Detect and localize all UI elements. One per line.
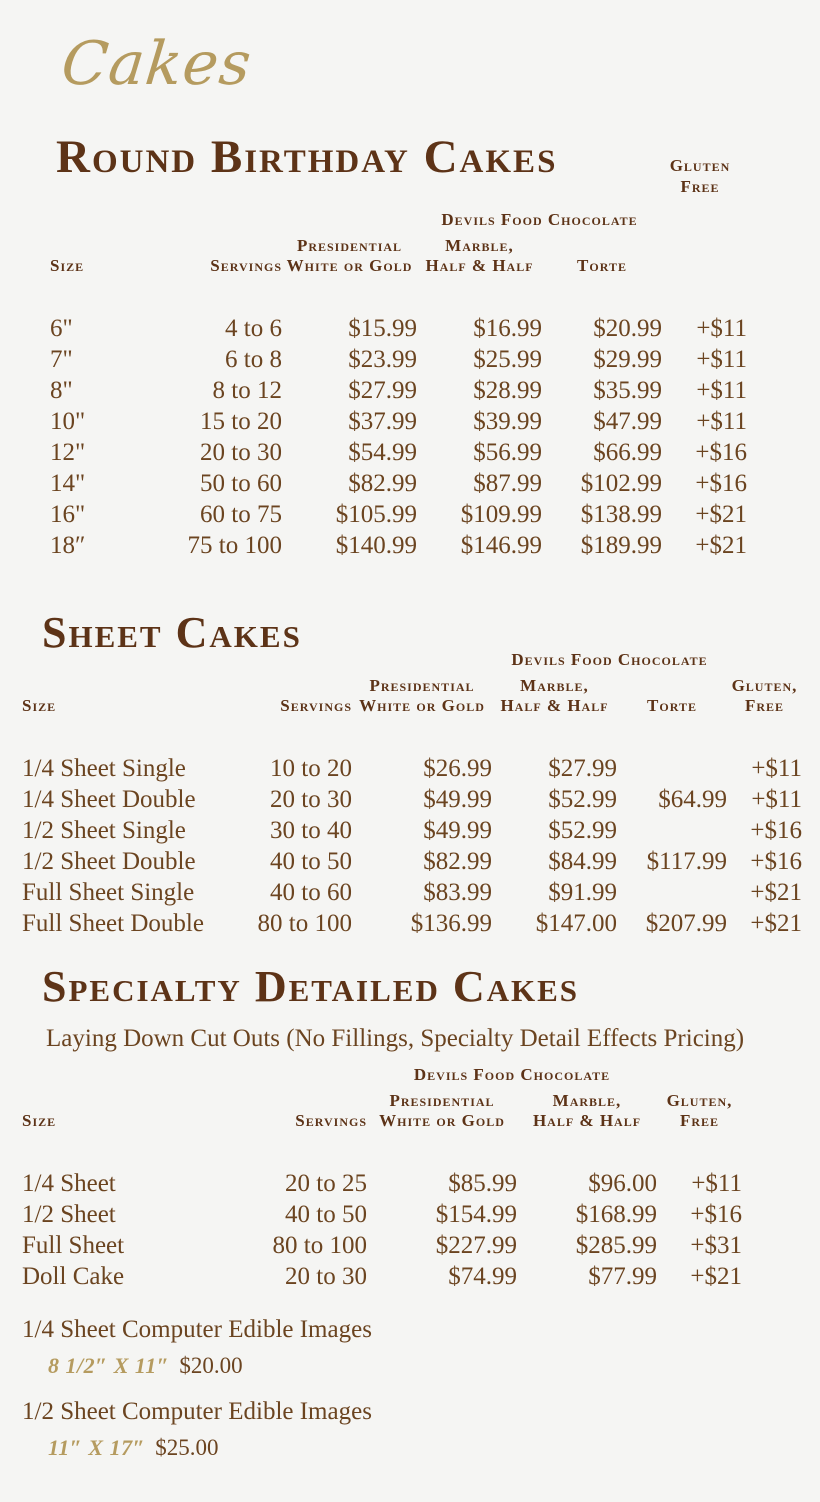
edible-images-item (22, 1395, 372, 1463)
round-birthday-cakes-table-body (50, 282, 747, 561)
cell-presidential: $27.99 (348, 377, 417, 405)
spacer-cell (162, 210, 282, 236)
column-header-presidential-line2: White or Gold (286, 256, 413, 276)
table-row (50, 468, 747, 499)
cell-torte: $189.99 (580, 532, 662, 560)
table-header-row (22, 676, 802, 722)
column-header-presidential (352, 676, 492, 722)
column-header-presidential-line2: White or Gold (359, 696, 485, 716)
cell-size: 14" (50, 470, 86, 498)
table-header-row (50, 236, 747, 282)
cell-torte: $35.99 (593, 377, 662, 405)
edible-images-item (22, 1313, 372, 1381)
gluten-free-note-line1: Gluten (669, 156, 731, 175)
column-header-torte: Torte (577, 256, 627, 276)
table-row (22, 908, 802, 939)
cell-servings: 30 to 40 (270, 817, 352, 845)
column-header-servings: Servings (210, 256, 282, 276)
cell-gluten_free: +$16 (750, 817, 802, 845)
cell-gluten_free: +$11 (751, 786, 802, 814)
column-header-size: Size (22, 696, 57, 716)
cell-presidential: $49.99 (423, 817, 492, 845)
table-row (50, 344, 747, 375)
table-spacer-row (22, 722, 802, 753)
column-header-marble-line1: Marble, (552, 1091, 622, 1111)
spacer-cell (162, 282, 282, 313)
cell-marble: $28.99 (473, 377, 542, 405)
spacer-cell (662, 210, 747, 236)
spacer-cell (282, 210, 417, 236)
column-header-marble-line1: Marble, (445, 236, 514, 256)
cell-size: Full Sheet Single (22, 879, 195, 907)
cell-servings: 40 to 60 (270, 879, 352, 907)
column-header-gluten-line1: Gluten, (666, 1091, 733, 1111)
cell-marble: $52.99 (548, 786, 617, 814)
table-spacer-row (50, 282, 747, 313)
edible-images-detail (48, 1433, 372, 1463)
cell-servings: 20 to 30 (270, 786, 352, 814)
sheet-cakes-table-body (22, 722, 802, 939)
cell-torte: $29.99 (593, 346, 662, 374)
cell-presidential: $82.99 (423, 848, 492, 876)
column-header-marble-half-and-half (417, 236, 542, 282)
spacer-cell (237, 722, 352, 753)
cell-presidential: $82.99 (348, 470, 417, 498)
spacer-cell (352, 722, 492, 753)
page-title: Cakes (58, 29, 256, 99)
cell-servings: 40 to 50 (270, 848, 352, 876)
cell-size: 10" (50, 408, 86, 436)
cell-gluten_free: +$11 (696, 315, 747, 343)
cell-marble: $96.00 (588, 1170, 657, 1198)
edible-images-title: 1/4 Sheet Computer Edible Images (22, 1316, 372, 1343)
cell-torte (617, 877, 727, 908)
cell-size: Full Sheet (22, 1232, 125, 1260)
cell-gluten_free: +$16 (750, 848, 802, 876)
table-row (22, 877, 802, 908)
table-row (22, 846, 802, 877)
cell-torte: $138.99 (580, 501, 662, 529)
section-heading-specialty-detailed-cakes: Specialty Detailed Cakes (42, 962, 580, 1011)
table-spacer-row (22, 1137, 742, 1168)
cell-size: Full Sheet Double (22, 910, 204, 938)
table-row (22, 1230, 742, 1261)
gluten-free-note (650, 155, 750, 198)
spacer-cell (727, 722, 802, 753)
spacer-cell (237, 1137, 367, 1168)
cell-presidential: $105.99 (335, 501, 417, 529)
spacer-cell (727, 650, 802, 676)
gluten-free-note-line2: Free (680, 177, 720, 197)
column-header-size: Size (22, 1111, 57, 1131)
cell-presidential: $37.99 (348, 408, 417, 436)
edible-images-price: $20.00 (179, 1352, 243, 1378)
spacer-cell (617, 722, 727, 753)
cell-servings: 20 to 25 (285, 1170, 367, 1198)
cell-torte: $66.99 (593, 439, 662, 467)
table-row (50, 499, 747, 530)
cell-marble: $84.99 (548, 848, 617, 876)
cell-gluten_free: +$21 (750, 910, 802, 938)
specialty-detailed-cakes-table-body (22, 1137, 742, 1292)
spacer-cell (492, 722, 617, 753)
column-header-presidential-line1: Presidential (389, 1091, 495, 1111)
spacer-cell (662, 282, 747, 313)
cell-size: 1/2 Sheet Double (22, 848, 196, 876)
group-header-devils-food-chocolate: Devils Food Chocolate (511, 650, 708, 669)
cell-gluten_free: +$21 (690, 1263, 742, 1291)
cell-marble: $56.99 (473, 439, 542, 467)
column-header-marble-line2: Half & Half (425, 256, 534, 276)
spacer-cell (22, 650, 237, 676)
spacer-cell (50, 210, 162, 236)
table-row (22, 1261, 742, 1292)
edible-images-price: $25.00 (155, 1434, 219, 1460)
spacer-cell (22, 722, 237, 753)
cell-presidential: $26.99 (423, 755, 492, 783)
cell-presidential: $154.99 (435, 1201, 517, 1229)
column-header-gluten-free (657, 1091, 742, 1137)
column-header-gluten-free (727, 676, 802, 722)
group-header-devils-food-chocolate: Devils Food Chocolate (441, 210, 638, 229)
table-row (22, 1168, 742, 1199)
cell-gluten_free: +$16 (690, 1201, 742, 1229)
column-header-marble-half-and-half (517, 1091, 657, 1137)
spacer-cell (237, 1065, 367, 1091)
edible-images-title: 1/2 Sheet Computer Edible Images (22, 1398, 372, 1425)
cell-presidential: $83.99 (423, 879, 492, 907)
cell-torte (617, 815, 727, 846)
cell-gluten_free: +$11 (696, 346, 747, 374)
cell-size: 6" (50, 315, 73, 343)
column-header-gluten-line2: Free (744, 696, 785, 716)
cell-size: 8" (50, 377, 73, 405)
cell-size: 12" (50, 439, 86, 467)
spacer-cell (352, 650, 492, 676)
cell-presidential: $85.99 (448, 1170, 517, 1198)
column-header-torte: Torte (647, 696, 697, 716)
cell-torte: $47.99 (593, 408, 662, 436)
column-header-presidential (367, 1091, 517, 1137)
spacer-cell (22, 1065, 237, 1091)
cell-gluten_free: +$21 (750, 879, 802, 907)
cell-servings: 20 to 30 (285, 1263, 367, 1291)
specialty-subtitle: Laying Down Cut Outs (No Fillings, Specialty Detail Effects Pricing) (46, 1025, 745, 1052)
table-group-header-row (50, 210, 747, 236)
section-heading-round-birthday-cakes: Round Birthday Cakes (56, 131, 558, 183)
cell-marble: $146.99 (460, 532, 542, 560)
table-row (50, 406, 747, 437)
cell-marble: $27.99 (548, 755, 617, 783)
cell-size: 1/4 Sheet Single (22, 755, 186, 783)
spacer-cell (542, 282, 662, 313)
cell-size: 1/4 Sheet (22, 1170, 116, 1198)
table-row (50, 530, 747, 561)
spacer-cell (657, 1137, 742, 1168)
cell-servings: 20 to 30 (200, 439, 282, 467)
column-header-marble-line1: Marble, (520, 676, 589, 696)
column-header-gluten-line1: Gluten, (731, 676, 798, 696)
spacer-cell (50, 282, 162, 313)
cell-marble: $147.00 (535, 910, 617, 938)
spacer-cell (417, 282, 542, 313)
cell-servings: 60 to 75 (200, 501, 282, 529)
cell-gluten_free: +$16 (695, 470, 747, 498)
cell-marble: $109.99 (460, 501, 542, 529)
spacer-cell (367, 1137, 517, 1168)
column-header-gluten-line2: Free (679, 1111, 720, 1131)
cell-marble: $87.99 (473, 470, 542, 498)
cell-servings: 15 to 20 (200, 408, 282, 436)
cell-presidential: $54.99 (348, 439, 417, 467)
cell-gluten_free: +$21 (695, 501, 747, 529)
cell-presidential: $23.99 (348, 346, 417, 374)
table-row (22, 1199, 742, 1230)
column-header-servings: Servings (280, 696, 352, 716)
cell-gluten_free: +$11 (751, 755, 802, 783)
section-heading-sheet-cakes: Sheet Cakes (42, 608, 302, 657)
table-row (22, 784, 802, 815)
cell-marble: $91.99 (548, 879, 617, 907)
cell-presidential: $140.99 (335, 532, 417, 560)
cell-size: 18″ (50, 532, 86, 560)
spacer-cell (237, 650, 352, 676)
column-header-marble-half-and-half (492, 676, 617, 722)
cell-torte: $117.99 (646, 848, 727, 876)
cell-torte (617, 753, 727, 784)
sheet-cakes-table (22, 650, 802, 939)
table-group-header-row (22, 650, 802, 676)
cell-servings: 6 to 8 (225, 346, 282, 374)
cell-servings: 80 to 100 (257, 910, 352, 938)
cell-marble: $168.99 (575, 1201, 657, 1229)
cell-presidential: $227.99 (435, 1232, 517, 1260)
cell-size: 7" (50, 346, 73, 374)
cell-servings: 10 to 20 (270, 755, 352, 783)
edible-images-dimensions: 8 1/2″ X 11″ (48, 1352, 170, 1378)
table-row (50, 375, 747, 406)
column-header-presidential-line1: Presidential (369, 676, 475, 696)
cell-servings: 8 to 12 (212, 377, 282, 405)
column-header-gluten-free (662, 236, 747, 282)
specialty-detailed-cakes-table (22, 1065, 742, 1292)
column-header-presidential-line2: White or Gold (379, 1111, 505, 1131)
cell-torte: $102.99 (580, 470, 662, 498)
column-header-presidential (282, 236, 417, 282)
cell-torte: $207.99 (645, 910, 727, 938)
table-row (50, 313, 747, 344)
cell-size: 1/2 Sheet (22, 1201, 116, 1229)
cell-gluten_free: +$11 (696, 408, 747, 436)
cell-servings: 80 to 100 (272, 1232, 367, 1260)
cell-torte: $20.99 (593, 315, 662, 343)
cell-marble: $285.99 (575, 1232, 657, 1260)
column-header-marble-line2: Half & Half (532, 1111, 642, 1131)
column-header-marble-line2: Half & Half (500, 696, 609, 716)
cell-gluten_free: +$31 (690, 1232, 742, 1260)
cell-marble: $39.99 (473, 408, 542, 436)
cell-marble: $52.99 (548, 817, 617, 845)
cell-gluten_free: +$11 (691, 1170, 742, 1198)
spacer-cell (22, 1137, 237, 1168)
table-row (50, 437, 747, 468)
spacer-cell (282, 282, 417, 313)
table-row (22, 815, 802, 846)
cell-servings: 50 to 60 (200, 470, 282, 498)
edible-images-dimensions: 11″ X 17″ (48, 1434, 146, 1460)
cell-marble: $25.99 (473, 346, 542, 374)
spacer-cell (657, 1065, 742, 1091)
cell-torte: $64.99 (658, 786, 727, 814)
cell-servings: 75 to 100 (187, 532, 282, 560)
table-row (22, 753, 802, 784)
table-header-row (22, 1091, 742, 1137)
spacer-cell (517, 1137, 657, 1168)
cell-size: 1/2 Sheet Single (22, 817, 186, 845)
cell-servings: 40 to 50 (285, 1201, 367, 1229)
cell-servings: 4 to 6 (225, 315, 282, 343)
group-header-devils-food-chocolate: Devils Food Chocolate (413, 1065, 611, 1084)
cell-presidential: $49.99 (423, 786, 492, 814)
round-birthday-cakes-table (50, 210, 747, 561)
cell-presidential: $15.99 (348, 315, 417, 343)
edible-images-detail (48, 1351, 372, 1381)
column-header-servings: Servings (295, 1111, 367, 1131)
table-group-header-row (22, 1065, 742, 1091)
cell-marble: $77.99 (588, 1263, 657, 1291)
cell-gluten_free: +$11 (696, 377, 747, 405)
cell-presidential: $74.99 (448, 1263, 517, 1291)
column-header-size: Size (50, 256, 85, 276)
cell-gluten_free: +$16 (695, 439, 747, 467)
column-header-presidential-line1: Presidential (296, 236, 403, 256)
cell-presidential: $136.99 (410, 910, 492, 938)
cell-size: Doll Cake (22, 1263, 125, 1291)
cell-gluten_free: +$21 (695, 532, 747, 560)
cell-size: 1/4 Sheet Double (22, 786, 196, 814)
cell-size: 16" (50, 501, 86, 529)
cell-marble: $16.99 (473, 315, 542, 343)
